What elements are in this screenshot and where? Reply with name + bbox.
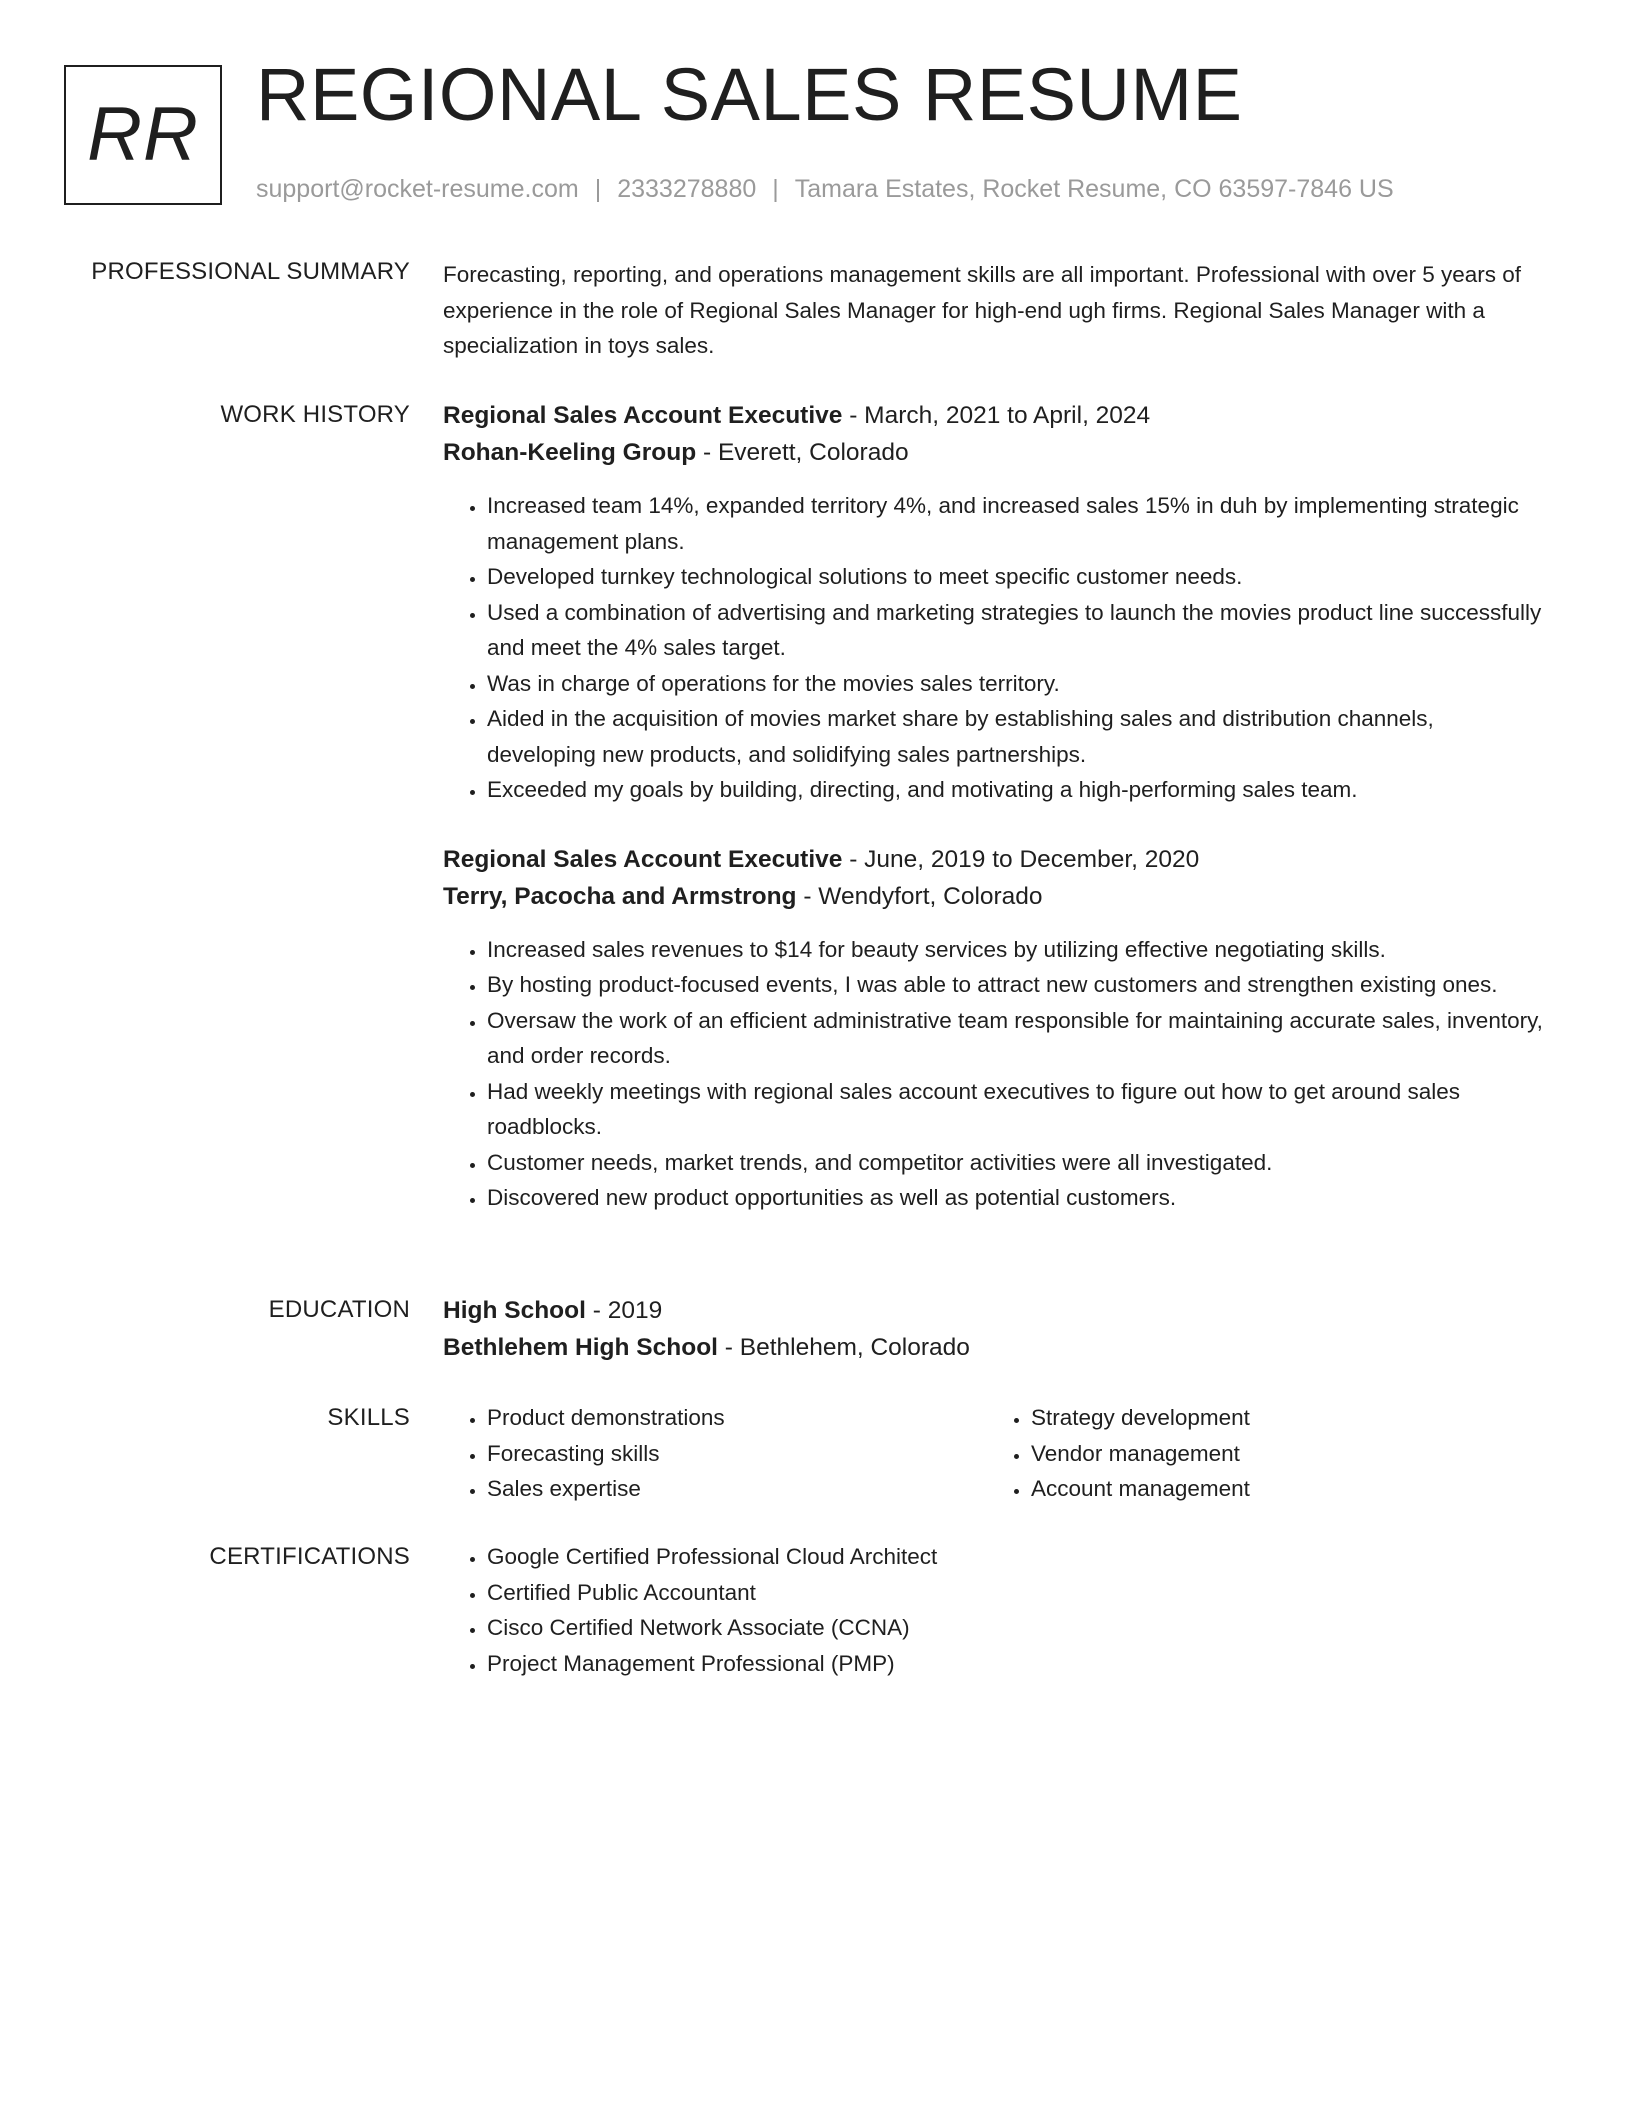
job-dates: - June, 2019 to December, 2020 (842, 845, 1200, 873)
skills-column-left (443, 1400, 987, 1507)
list-item: • Increased sales revenues to $14 for beauty services by utilizing effective negotiating skills. (487, 932, 1543, 968)
section-label: SKILLS (327, 1404, 410, 1431)
education-degree-line (443, 1292, 1543, 1329)
resume-title: REGIONAL SALES RESUME (256, 53, 1243, 136)
monogram-logo (64, 65, 222, 205)
job-title-line (443, 841, 1543, 878)
certification-item: • Cisco Certified Network Associate (CCNA) (487, 1610, 1543, 1646)
contact-phone: 2333278880 (617, 175, 757, 203)
education-year: - 2019 (585, 1297, 663, 1324)
job-bullets (443, 488, 1543, 808)
monogram-initials: RR (87, 92, 199, 177)
list-item: • Customer needs, market trends, and competitor activities were all investigated. (487, 1145, 1543, 1181)
certification-item: • Project Management Professional (PMP) (487, 1646, 1543, 1682)
contact-line (256, 174, 1394, 204)
section-body (443, 257, 1543, 364)
certification-item: • Google Certified Professional Cloud Architect (487, 1539, 1543, 1575)
list-item: • Developed turnkey technological solutions to meet specific customer needs. (487, 559, 1543, 595)
job-company: Rohan-Keeling Group (443, 439, 697, 466)
job-location: - Wendyfort, Colorado (796, 882, 1043, 910)
skill-item: • Vendor management (1031, 1436, 1531, 1472)
list-item: • Increased team 14%, expanded territory 4%, and increased sales 15% in duh by implementing strategic management plans. (487, 488, 1543, 559)
skills-column-right (987, 1400, 1531, 1507)
job-title: Regional Sales Account Executive (443, 402, 843, 429)
job-entry (443, 841, 1543, 1216)
section-label: WORK HISTORY (220, 401, 410, 428)
section-label: PROFESSIONAL SUMMARY (91, 258, 410, 285)
list-item: • Aided in the acquisition of movies market share by establishing sales and distribution channels, developing new products, and solidifying sales partnerships. (487, 701, 1543, 772)
job-company-line (443, 434, 1543, 471)
list-item: • Exceeded my goals by building, directing, and motivating a high-performing sales team. (487, 772, 1543, 808)
education-location: - Bethlehem, Colorado (717, 1334, 970, 1361)
list-item: • Oversaw the work of an efficient administrative team responsible for maintaining accurate sales, inventory, and order records. (487, 1003, 1543, 1074)
skills-grid (443, 1400, 1543, 1507)
education-degree: High School (443, 1297, 586, 1324)
section-body (443, 397, 1543, 1216)
list-item: • By hosting product-focused events, I was able to attract new customers and strengthen existing ones. (487, 967, 1543, 1003)
contact-separator: | (594, 175, 602, 203)
education-school: Bethlehem High School (443, 1334, 718, 1361)
list-item: • Used a combination of advertising and marketing strategies to launch the movies product line successfully and meet the 4% sales target. (487, 595, 1543, 666)
list-item: • Was in charge of operations for the movies sales territory. (487, 666, 1543, 702)
job-company: Terry, Pacocha and Armstrong (443, 882, 797, 910)
skill-item: • Strategy development (1031, 1400, 1531, 1436)
section-body (443, 1400, 1543, 1507)
skill-item: • Sales expertise (487, 1471, 987, 1507)
education-school-line (443, 1329, 1543, 1366)
summary-text: Forecasting, reporting, and operations management skills are all important. Professional with over 5 years of experience in the role of Regional Sales Manager for high-end ugh firms. Regional Sales Manager with a specialization in toys sales. (443, 262, 1522, 358)
section-body (443, 1292, 1543, 1366)
section-label: EDUCATION (268, 1296, 410, 1323)
skill-item: • Forecasting skills (487, 1436, 987, 1472)
list-item: • Had weekly meetings with regional sales account executives to figure out how to get around sales roadblocks. (487, 1074, 1543, 1145)
job-title: Regional Sales Account Executive (443, 845, 843, 873)
job-bullets (443, 932, 1543, 1216)
skill-item: • Product demonstrations (487, 1400, 987, 1436)
section-body (443, 1539, 1543, 1681)
certification-item: • Certified Public Accountant (487, 1575, 1543, 1611)
skill-item: • Account management (1031, 1471, 1531, 1507)
list-item: • Discovered new product opportunities as well as potential customers. (487, 1180, 1543, 1216)
job-dates: - March, 2021 to April, 2024 (842, 402, 1151, 429)
contact-address: Tamara Estates, Rocket Resume, CO 63597-7846 US (794, 175, 1394, 203)
section-label: CERTIFICATIONS (209, 1543, 410, 1570)
job-title-line (443, 397, 1543, 434)
job-company-line (443, 878, 1543, 915)
job-entry (443, 397, 1543, 808)
contact-separator: | (772, 175, 779, 203)
job-location: - Everett, Colorado (696, 439, 909, 466)
certifications-list (443, 1539, 1543, 1681)
contact-email: support@rocket-resume.com (256, 175, 579, 203)
